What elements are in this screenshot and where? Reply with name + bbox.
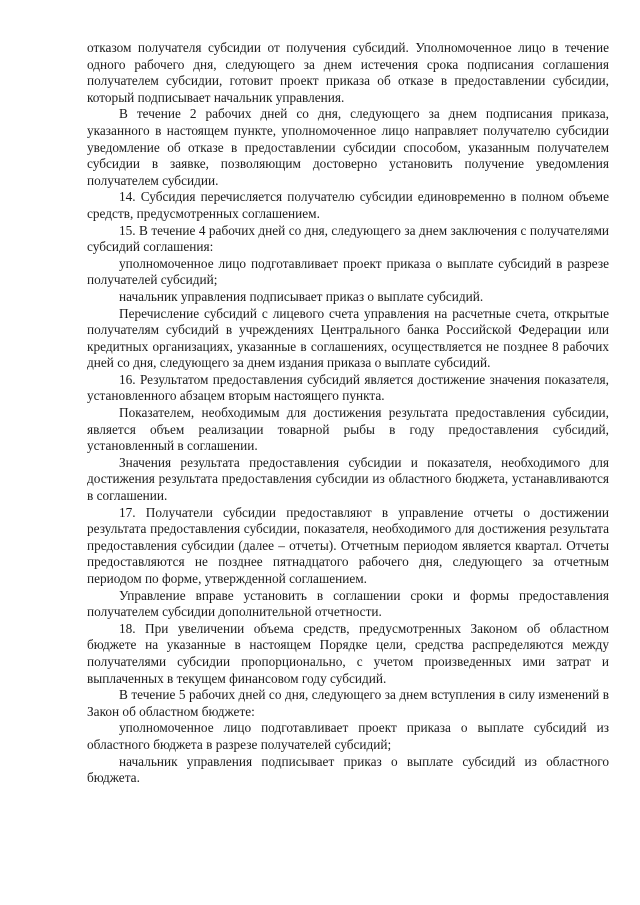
paragraph-additional-reporting: Управление вправе установить в соглашении сроки и формы предоставления получателем субсидии дополнительной отчетности.	[87, 587, 609, 620]
paragraph-item-18: 18. При увеличении объема средств, предусмотренных Законом об областном бюджете на указанные в настоящем Порядке цели, средства распределяются между получателями субсидии пропорционально, с учетом произведенных ими затрат и выплаченных в текущем финансовом году субсидий.	[87, 620, 609, 686]
paragraph-item-16: 16. Результатом предоставления субсидий является достижение значения показателя, установленного абзацем вторым настоящего пункта.	[87, 371, 609, 404]
paragraph-refusal-order: отказом получателя субсидии от получения субсидий. Уполномоченное лицо в течение одного рабочего дня, следующего за днем истечения срока подписания соглашения получателем субсидии, готовит проект приказа об отказе в предоставлении субсидии, который подписывает начальник управления.	[87, 40, 609, 105]
paragraph-item-15-draft-order: уполномоченное лицо подготавливает проект приказа о выплате субсидий в разрезе получателей субсидий;	[87, 255, 609, 288]
paragraph-transfer-of-subsidies: Перечисление субсидий с лицевого счета управления на расчетные счета, открытые получателям субсидий в учреждениях Центрального банка Российской Федерации или кредитных организациях, указанные в соглашениях, осуществляется не позднее 8 рабочих дней со дня, следующего за днем издания приказа о выплате субсидий.	[87, 305, 609, 371]
document-body	[87, 40, 609, 787]
paragraph-item-17: 17. Получатели субсидии предоставляют в управление отчеты о достижении результата предоставления субсидии, показателя, необходимого для достижения результата предоставления субсидии (далее – отчеты). Отчетным периодом является квартал. Отчеты предоставляются не позднее пятнадцатого рабочего дня, следующего за отчетным периодом по форме, утвержденной соглашением.	[87, 504, 609, 586]
paragraph-refusal-notice: В течение 2 рабочих дней со дня, следующего за днем подписания приказа, указанного в настоящем пункте, уполномоченное лицо направляет получателю субсидии уведомление об отказе в предоставлении субсидии способом, указанным получателем субсидии в заявке, позволяющим достоверно установить получение уведомления получателем субсидии.	[87, 106, 609, 188]
paragraph-indicator: Показателем, необходимым для достижения результата предоставления субсидии, является объем реализации товарной рыбы в году предоставления субсидий, установленный в соглашении.	[87, 405, 609, 454]
paragraph-item-14: 14. Субсидия перечисляется получателю субсидии единовременно в полном объеме средств, предусмотренных соглашением.	[87, 189, 609, 221]
paragraph-item-15: 15. В течение 4 рабочих дней со дня, следующего за днем заключения с получателями субсидий соглашения:	[87, 222, 609, 255]
paragraph-item-15-sign-order: начальник управления подписывает приказ о выплате субсидий.	[119, 288, 484, 304]
paragraph-item-18-sign-order: начальник управления подписывает приказ о выплате субсидий из областного бюджета.	[87, 753, 609, 786]
paragraph-budget-changes: В течение 5 рабочих дней со дня, следующего за днем вступления в силу изменений в Закон об областном бюджете:	[87, 687, 609, 719]
paragraph-item-18-draft-order: уполномоченное лицо подготавливает проект приказа о выплате субсидий из областного бюджета в разрезе получателей субсидий;	[87, 720, 609, 752]
paragraph-result-values: Значения результата предоставления субсидии и показателя, необходимого для достижения результата предоставления субсидии из областного бюджета, устанавливаются в соглашении.	[87, 454, 609, 504]
